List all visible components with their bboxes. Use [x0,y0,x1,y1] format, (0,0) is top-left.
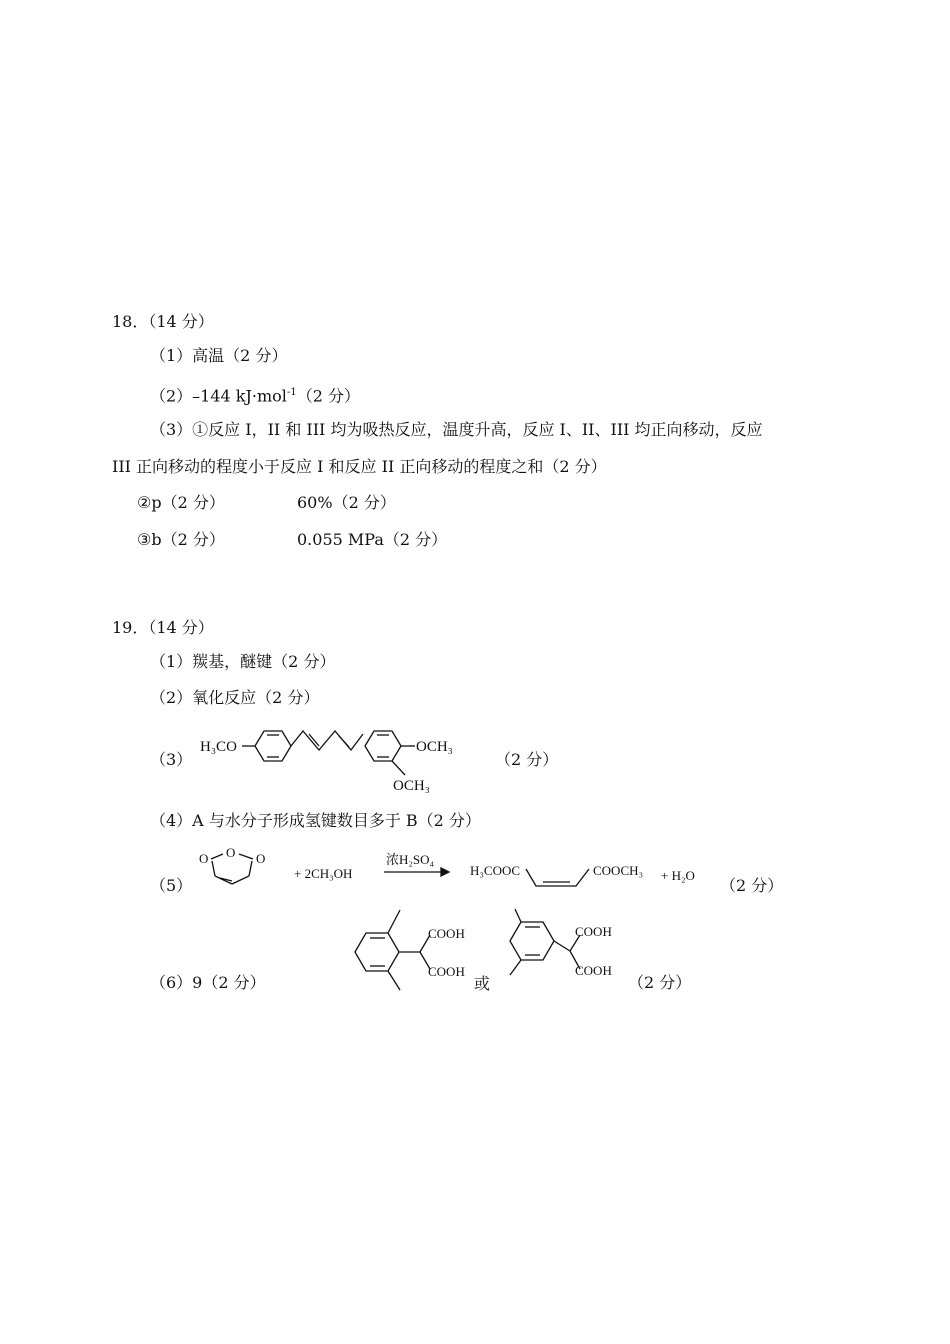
q18-part3-sub2-answer: ②p（2 分） [137,493,225,512]
q19-part6-label: （6）9（2 分） [150,973,266,992]
q19-part1: （1）羰基，醚键（2 分） [150,652,336,671]
q19-part4: （4）A 与水分子形成氢键数目多于 B（2 分） [150,811,481,830]
q18-part3-sub2-value: 60%（2 分） [297,493,396,512]
q19-part3-left-group: H₃CO [200,739,237,755]
q18-part3-line2: III 正向移动的程度小于反应 I 和反应 II 正向移动的程度之和（2 分） [112,457,607,476]
ester-double-bond [526,869,589,886]
benzene-ring-isomer2 [510,922,554,960]
q19-part3-score: （2 分） [495,750,559,769]
q19-part5-product-left: H₃COOC [470,863,521,878]
q19-part2: （2）氧化反应（2 分） [150,688,320,707]
q19-part5-water: + H₂O [661,868,695,883]
q18-header: 18．（14 分） [112,312,214,331]
q18-part1: （1）高温（2 分） [150,346,288,365]
anhydride-ring [212,861,215,876]
svg-text:O: O [226,845,236,860]
q19-part6-cooh1: COOH [428,926,465,941]
q19-part5-reagent: + 2CH₃OH [294,866,353,881]
q19-part3-label: （3） [150,750,193,769]
svg-text:O: O [199,851,209,866]
q19-part6-cooh4: COOH [575,963,612,978]
q19-part3-right-group: OCH₃ [416,739,453,755]
q19-part5-score: （2 分） [720,876,784,895]
q18-part3-sub3-answer: ③b（2 分） [137,530,225,549]
q19-part3-structure [195,718,515,798]
q18-part2-value: （2）–144 kJ·mol [150,386,287,406]
svg-text:O: O [256,851,266,866]
q19-header: 19．（14 分） [112,618,214,637]
q19-part3-bottom-group: OCH₃ [393,778,430,794]
q18-part3-sub3-value: 0.055 MPa（2 分） [297,530,448,549]
benzene-ring-isomer1 [355,933,399,971]
q18-part2-score: （2 分） [296,386,360,406]
q19-part6-cooh2: COOH [428,964,465,979]
q19-part6-cooh3: COOH [575,924,612,939]
q18-part3-line1: （3）①反应 I，II 和 III 均为吸热反应，温度升高，反应 I、II、III 均正向移动，反应 [150,420,763,439]
q19-part6-score: （2 分） [628,973,692,992]
q19-part5-reaction [195,845,785,900]
q19-part6-structures [350,905,630,995]
q19-part5-label: （5） [150,876,193,895]
q19-part5-product-right: COOCH₃ [593,863,644,878]
q19-part6-or: 或 [474,976,491,993]
q18-part2 [150,383,360,406]
q18-part2-exponent: -1 [286,387,297,398]
diene-chain [291,731,363,750]
q19-part5-condition: 浓H₂SO₄ [386,852,435,867]
